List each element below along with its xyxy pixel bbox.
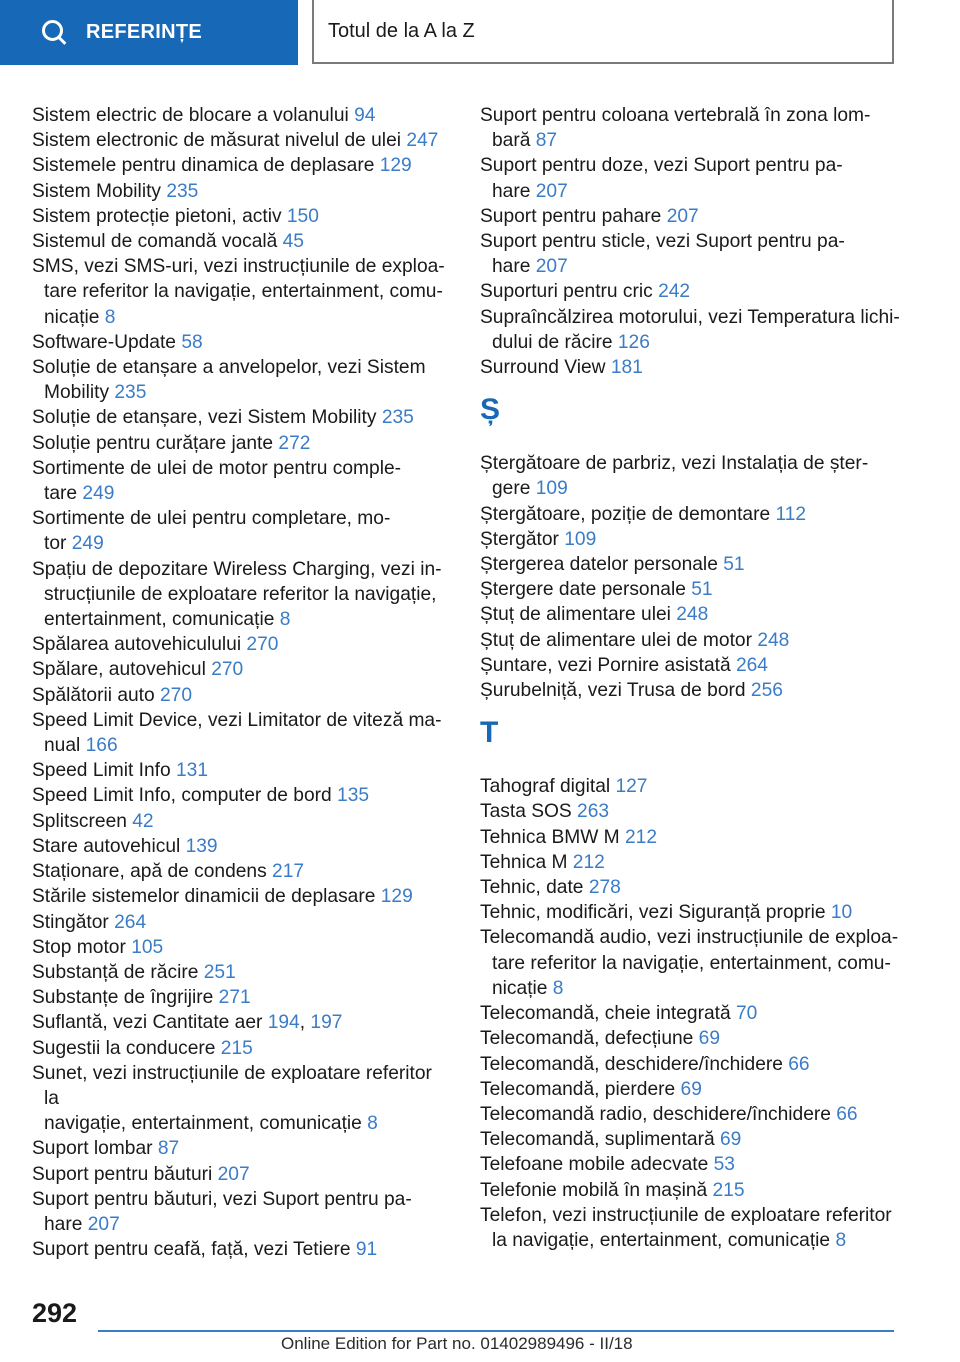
index-entry-text: hare [492,180,536,202]
index-entry [32,1237,452,1262]
page-link[interactable]: 207 [666,205,699,227]
index-entry [480,628,900,653]
page-link[interactable]: 235 [114,382,147,404]
index-entry-text: Software-Update [32,331,182,353]
top-bar [0,0,960,68]
index-entry-text: dului de răcire [492,331,618,353]
page-link[interactable]: 87 [535,130,558,152]
index-entry [32,1061,452,1137]
page-link[interactable]: 166 [85,735,118,757]
index-entry-text: gere [492,478,536,500]
index-entry-text: Sugestii la conducere [32,1037,221,1059]
index-entry-text: Suport lombar [32,1138,158,1160]
search-icon[interactable] [42,20,68,46]
page-link[interactable]: 69 [680,1078,702,1100]
page-link[interactable]: 270 [211,659,244,681]
page-link[interactable]: 248 [757,629,790,651]
index-entry-text: Șuntare, vezi Pornire asistată [480,654,736,676]
index-entry-text: Tehnic, modificări, vezi Siguranță proprie [480,902,831,924]
index-entry [480,875,900,900]
index-entry-text: tare referitor la navigație, entertainment, comu- [44,281,443,303]
index-entry [32,1010,452,1035]
page-link[interactable]: 109 [535,478,568,500]
index-entry-text: Telecomandă, defecțiune [480,1028,699,1050]
index-entry-text: Stop motor [32,936,132,958]
page-link[interactable]: 248 [676,604,709,626]
index-entry-text: Stare autovehicul [32,835,186,857]
section-letter: Ș [480,393,501,427]
section-title: Totul de la A la Z [312,0,894,64]
index-entry [32,708,452,758]
index-entry [32,254,452,330]
page-link[interactable]: 249 [82,483,115,505]
index-entry-text: nicație [44,306,105,328]
page-link[interactable]: 215 [712,1179,745,1201]
index-entry-text: Tehnic, date [480,877,589,899]
index-entry-text: Spațiu de depozitare Wireless Charging, vezi in- [32,558,442,580]
index-entry-text: tare referitor la navigație, entertainment, comu- [492,952,891,974]
page-link[interactable]: 215 [220,1037,253,1059]
index-entry-text: Ștergătoare, poziție de demontare [480,503,776,525]
page-link[interactable]: 207 [535,256,568,278]
tab-references[interactable] [0,0,298,65]
index-entry [480,153,900,203]
page-link[interactable]: 247 [406,130,439,152]
page-link[interactable]: 69 [719,1129,742,1151]
index-entry-text: Splitscreen [32,810,133,832]
index-entry-text: Ștergerea datelor personale [480,554,724,576]
index-entry-text: Substanță de răcire [32,961,204,983]
index-entry [32,657,452,682]
index-entry [480,1077,900,1102]
page-link[interactable]: 264 [114,911,147,933]
page-link[interactable]: 105 [131,936,164,958]
index-entry [480,925,900,1001]
section-letter: T [480,716,499,750]
page-link[interactable]: 53 [713,1154,735,1176]
index-entry-text: Sistem electronic de măsurat nivelul de ulei [32,130,407,152]
page-link[interactable]: 66 [788,1053,810,1075]
index-entry-text: Telecomandă audio, vezi instrucțiunile de exploa- [480,927,899,949]
page-link[interactable]: 45 [282,231,304,253]
index-entry-text: Tasta SOS [480,801,578,823]
index-entry [32,204,452,229]
page-link[interactable]: 251 [203,961,236,983]
page-link[interactable]: 126 [617,331,650,353]
page-link[interactable]: 87 [157,1138,180,1160]
page-link[interactable]: 109 [564,528,597,550]
page-link[interactable]: 150 [286,205,319,227]
index-entry [32,632,452,657]
page-link[interactable]: 217 [272,861,305,883]
index-entry [32,1187,452,1237]
index-entry [480,825,900,850]
index-entry-text: Telecomandă, pierdere [480,1078,681,1100]
index-entry-text: Suport pentru băuturi [32,1163,218,1185]
index-entry-text: Substanțe de îngrijire [32,987,219,1009]
page-link[interactable]: 263 [577,801,610,823]
index-entry [480,1178,900,1203]
index-entry-text: Tehnica BMW M [480,826,626,848]
tab-references-label: REFERINȚE [86,21,203,43]
page-link[interactable]: 207 [535,180,568,202]
page-link[interactable]: 8 [367,1113,378,1135]
index-entry [480,103,900,153]
index-entry-text: Sistem protecție pietoni, activ [32,205,287,227]
page-link[interactable]: 70 [736,1003,758,1025]
index-entry [480,1203,900,1253]
page-link[interactable]: 194 [267,1012,300,1034]
page-link[interactable]: 249 [71,533,104,555]
index-entry-text: Suport pentru doze, vezi Suport pentru pa- [480,155,843,177]
index-entry [32,103,452,128]
page-link[interactable]: 42 [132,810,154,832]
page-link[interactable]: 58 [181,331,203,353]
page-link[interactable]: 51 [691,579,713,601]
index-entry [480,1001,900,1026]
index-entry [32,405,452,430]
index-entry [480,527,900,552]
index-entry-text: Telecomandă radio, deschidere/închidere [480,1103,837,1125]
page-link[interactable]: 256 [750,680,783,702]
index-entry-text: strucțiunile de exploatare referitor la navigație, [44,583,437,605]
index-entry [32,783,452,808]
index-entry [32,834,452,859]
index-entry-text: Spălare, autovehicul [32,659,212,681]
page-link[interactable]: 129 [379,155,412,177]
page-link[interactable]: 51 [723,554,745,576]
index-entry-text: Telefon, vezi instrucțiunile de exploatare referitor [480,1204,892,1226]
index-entry-text: Spălătorii auto [32,684,160,706]
index-entry-text: Ștergere date personale [480,579,692,601]
index-entry-text: Telefoane mobile adecvate [480,1154,714,1176]
index-entry-text: Sistem electric de blocare a volanului [32,105,355,126]
index-entry-text: Ștergător [480,528,565,550]
index-entry-text: Telefonie mobilă în mașină [480,1179,713,1201]
index-entry-text: Suport pentru băuturi, vezi Suport pentru pa- [32,1188,412,1210]
page-link[interactable]: 135 [337,785,370,807]
index-entry [480,355,900,380]
page-link[interactable]: 270 [160,684,193,706]
index-entry [480,552,900,577]
index-entry-text: Sortimente de ulei pentru completare, mo- [32,508,391,530]
index-entry [32,1036,452,1061]
index-entry [32,935,452,960]
index-entry [32,960,452,985]
index-entry-text: hare [492,256,536,278]
index-entry [32,1162,452,1187]
page-link[interactable]: 278 [588,877,621,899]
page-number: 292 [32,1298,78,1328]
index-entry-text: bară [492,130,536,152]
index-entry [32,330,452,355]
index-entry [480,900,900,925]
page-link[interactable]: 112 [775,503,807,525]
index-entry [480,451,900,501]
page-link[interactable]: 10 [830,902,853,924]
index-entry [32,683,452,708]
index-entry [480,305,900,355]
index-entry-text: tare [44,483,83,505]
page-link[interactable]: 272 [278,432,311,454]
index-entry-text: Surround View [480,357,611,379]
page-link[interactable]: 212 [625,826,658,848]
page-link[interactable]: 91 [355,1239,378,1261]
index-entry-text: Supraîncălzirea motorului, vezi Temperatura lichi- [480,306,900,328]
index-entry-text: Staționare, apă de condens [32,861,273,883]
index-entry-text: Suport pentru sticle, vezi Suport pentru pa- [480,231,845,253]
index-entry [480,774,900,799]
index-entry-text: Sistemul de comandă vocală [32,231,283,253]
index-entry [32,456,452,506]
index-entry [32,758,452,783]
index-entry [32,431,452,456]
page-link[interactable]: 181 [610,357,643,379]
page-link[interactable]: 8 [279,609,291,631]
index-entry [480,678,900,703]
index-entry [480,850,900,875]
page-link[interactable]: 139 [185,835,218,857]
edition-footer: Online Edition for Part no. 01402989496 - II/18 [281,1334,633,1353]
index-entry-text: Stingător [32,911,115,933]
index-entry-text: hare [44,1213,88,1235]
page-link[interactable]: 207 [87,1213,120,1235]
index-entry-text: Telecomandă, suplimentară [480,1129,720,1151]
index-entry-text: Tehnica M [480,851,573,873]
page-link[interactable]: 235 [166,180,199,202]
index-entry-text: Sunet, vezi instrucțiunile de exploatare referitor la [32,1062,432,1109]
page-link[interactable]: 197 [310,1012,343,1034]
index-entry-text: Sistem Mobility [32,180,167,202]
index-entry [32,985,452,1010]
index-entry-text: Șurubelniță, vezi Trusa de bord [480,680,751,702]
index-entry-text: nual [44,735,86,757]
index-entry [480,204,900,229]
index-column-left [32,103,452,1262]
page-link[interactable]: 131 [176,760,209,782]
index-entry [32,229,452,254]
page-link[interactable]: 207 [217,1163,250,1185]
index-entry-text: Suflantă, vezi Cantitate aer [32,1012,268,1034]
index-entry-text: Ștuț de alimentare ulei de motor [480,629,758,651]
page-link[interactable]: 271 [218,987,251,1009]
index-entry [480,279,900,304]
index-entry [32,179,452,204]
index-entry-text: Suport pentru ceafă, față, vezi Tetiere [32,1239,356,1261]
index-entry-text: Soluție de etanșare, vezi Sistem Mobility [32,407,382,429]
index-entry-text: Suport pentru coloana vertebrală în zona lom- [480,105,871,126]
index-entry-text: Soluție pentru curățare jante [32,432,279,454]
footer-divider [98,1330,894,1332]
page-link[interactable]: 94 [354,105,376,126]
page-link[interactable]: 8 [104,306,116,328]
index-entry-text: Telecomandă, cheie integrată [480,1003,736,1025]
index-entry [32,859,452,884]
index-entry [32,128,452,153]
index-entry-text: Spălarea autovehiculului [32,634,247,656]
index-entry [32,153,452,178]
page-link[interactable]: 242 [658,281,691,303]
index-entry [480,653,900,678]
index-entry-text: Soluție de etanșare a anvelopelor, vezi Sistem [32,357,426,379]
index-entry [480,799,900,824]
index-entry [480,1127,900,1152]
page-separator: , [299,1012,311,1034]
index-entry-text: Speed Limit Device, vezi Limitator de viteză ma- [32,709,442,731]
index-entry-text: Suport pentru pahare [480,205,667,227]
index-entry-text: Sistemele pentru dinamica de deplasare [32,155,380,177]
page-link[interactable]: 212 [572,851,605,873]
index-column-right [480,103,900,1253]
page-link[interactable]: 127 [615,776,648,798]
index-entry-text: Speed Limit Info [32,760,176,782]
index-entry [32,884,452,909]
index-entry-text: nicație [492,977,553,999]
index-entry [480,1152,900,1177]
index-entry-text: navigație, entertainment, comunicație [44,1113,368,1135]
index-entry-text: la navigație, entertainment, comunicație [492,1229,836,1251]
page-link[interactable]: 235 [381,407,414,429]
index-entry [32,557,452,633]
index-entry [480,229,900,279]
page-link[interactable]: 270 [246,634,279,656]
index-entry [32,1136,452,1161]
index-entry-text: entertainment, comunicație [44,609,280,631]
index-entry [480,1102,900,1127]
index-entry-text: Ștuț de alimentare ulei [480,604,677,626]
index-entry-text: tor [44,533,72,555]
index-entry [32,506,452,556]
index-entry-text: Mobility [44,382,115,404]
index-entry [480,502,900,527]
index-entry [480,602,900,627]
index-entry-text: SMS, vezi SMS-uri, vezi instrucțiunile de exploa- [32,256,445,278]
index-entry [32,809,452,834]
index-entry-text: Tahograf digital [480,776,616,798]
page-link[interactable]: 264 [735,654,768,676]
page-link[interactable]: 8 [835,1229,847,1251]
index-entry-text: Stările sistemelor dinamicii de deplasare [32,886,381,908]
index-entry-text: Telecomandă, deschidere/închidere [480,1053,789,1075]
index-entry [480,1052,900,1077]
index-entry [480,1026,900,1051]
index-entry [32,910,452,935]
index-entry [32,355,452,405]
index-entry-text: Speed Limit Info, computer de bord [32,785,338,807]
page-link[interactable]: 129 [380,886,413,908]
page-link[interactable]: 69 [698,1028,721,1050]
page-link[interactable]: 66 [836,1103,858,1125]
index-entry-text: Ștergătoare de parbriz, vezi Instalația de șter- [480,453,869,475]
index-entry-text: Suporturi pentru cric [480,281,659,303]
index-entry [480,577,900,602]
page-link[interactable]: 8 [552,977,564,999]
index-entry-text: Sortimente de ulei de motor pentru comple- [32,457,402,479]
